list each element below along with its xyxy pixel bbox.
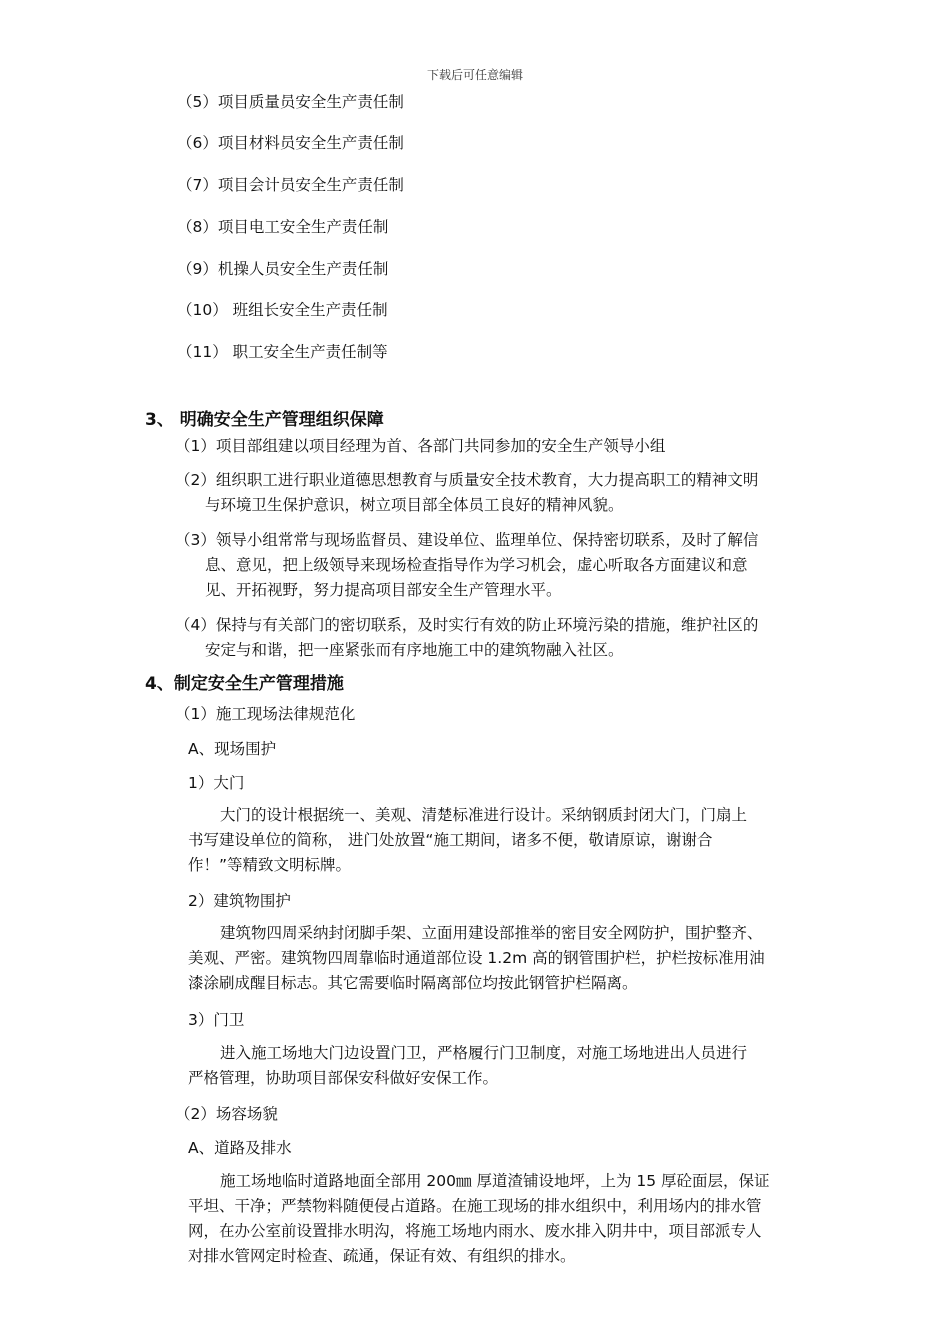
list-item: （7）项目会计员安全生产责任制: [177, 176, 404, 194]
text-line: 书写建设单位的简称， 进门处放置“施工期间，诸多不便，敬请原谅，谢谢合: [188, 831, 713, 849]
text-line: 漆涂刷成醒目标志。其它需要临时隔离部位均按此钢管护栏隔离。: [188, 974, 638, 992]
item-title: 3）门卫: [188, 1011, 245, 1029]
text-line: 平坦、干净；严禁物料随便侵占道路。在施工现场的排水组织中，利用场内的排水管: [188, 1197, 762, 1215]
text-line: （1）项目部组建以项目经理为首、各部门共同参加的安全生产领导小组: [175, 437, 666, 455]
paragraph: [175, 468, 758, 518]
page-header: 下载后可任意编辑: [426, 68, 523, 82]
subsection-title: （2）场容场貌: [175, 1105, 278, 1123]
list-item: （6）项目材料员安全生产责任制: [177, 134, 404, 152]
list-item: （9）机操人员安全生产责任制: [177, 260, 389, 278]
text-line: （4）保持与有关部门的密切联系，及时实行有效的防止环境污染的措施，维护社区的: [175, 616, 759, 634]
list-item: （5）项目质量员安全生产责任制: [177, 93, 404, 111]
text-line: 网，在办公室前设置排水明沟，将施工场地内雨水、废水排入阴井中，项目部派专人: [188, 1222, 762, 1240]
paragraph: [175, 613, 758, 663]
paragraph: [175, 434, 665, 459]
section-heading: 3、 明确安全生产管理组织保障: [145, 410, 384, 430]
text-line: 美观、严密。建筑物四周靠临时通道部位设 1.2m 高的钢管围护栏，护栏按标准用油: [188, 949, 765, 967]
text-line: 施工场地临时道路地面全部用 200㎜ 厚道渣铺设地坪，上为 15 厚砼面层，保证: [220, 1172, 770, 1190]
list-item: （11） 职工安全生产责任制等: [177, 343, 388, 361]
paragraph: [175, 528, 758, 603]
text-line: 作！”等精致文明标牌。: [188, 856, 352, 874]
item-title: A、道路及排水: [188, 1139, 292, 1157]
list-item: （10） 班组长安全生产责任制: [177, 301, 388, 319]
text-line: 与环境卫生保护意识，树立项目部全体员工良好的精神风貌。: [205, 496, 624, 514]
subsection-title: A、现场围护: [188, 740, 277, 758]
text-line: 息、意见，把上级领导来现场检查指导作为学习机会，虚心听取各方面建议和意: [205, 556, 748, 574]
text-line: 对排水管网定时检查、疏通，保证有效、有组织的排水。: [188, 1247, 576, 1265]
paragraph: [188, 1041, 747, 1091]
item-title: 1）大门: [188, 774, 245, 792]
paragraph: [188, 803, 747, 878]
section-heading: 4、制定安全生产管理措施: [145, 674, 344, 694]
text-line: 大门的设计根据统一、美观、清楚标准进行设计。采纳钢质封闭大门，门扇上: [220, 806, 748, 824]
item-title: 2）建筑物围护: [188, 892, 291, 910]
paragraph: [188, 921, 765, 996]
subsection-title: （1）施工现场法律规范化: [175, 705, 356, 723]
paragraph: [188, 1169, 770, 1269]
text-line: 严格管理，协助项目部保安科做好安保工作。: [188, 1069, 499, 1087]
text-line: 安定与和谐，把一座紧张而有序地施工中的建筑物融入社区。: [205, 641, 624, 659]
text-line: 建筑物四周采纳封闭脚手架、立面用建设部推举的密目安全网防护，围护整齐、: [220, 924, 763, 942]
text-line: （2）组织职工进行职业道德思想教育与质量安全技术教育，大力提高职工的精神文明: [175, 471, 759, 489]
text-line: 见、开拓视野，努力提高项目部安全生产管理水平。: [205, 581, 562, 599]
list-item: （8）项目电工安全生产责任制: [177, 218, 389, 236]
text-line: 进入施工场地大门边设置门卫，严格履行门卫制度，对施工场地进出人员进行: [220, 1044, 748, 1062]
text-line: （3）领导小组常常与现场监督员、建设单位、监理单位、保持密切联系，及时了解信: [175, 531, 759, 549]
